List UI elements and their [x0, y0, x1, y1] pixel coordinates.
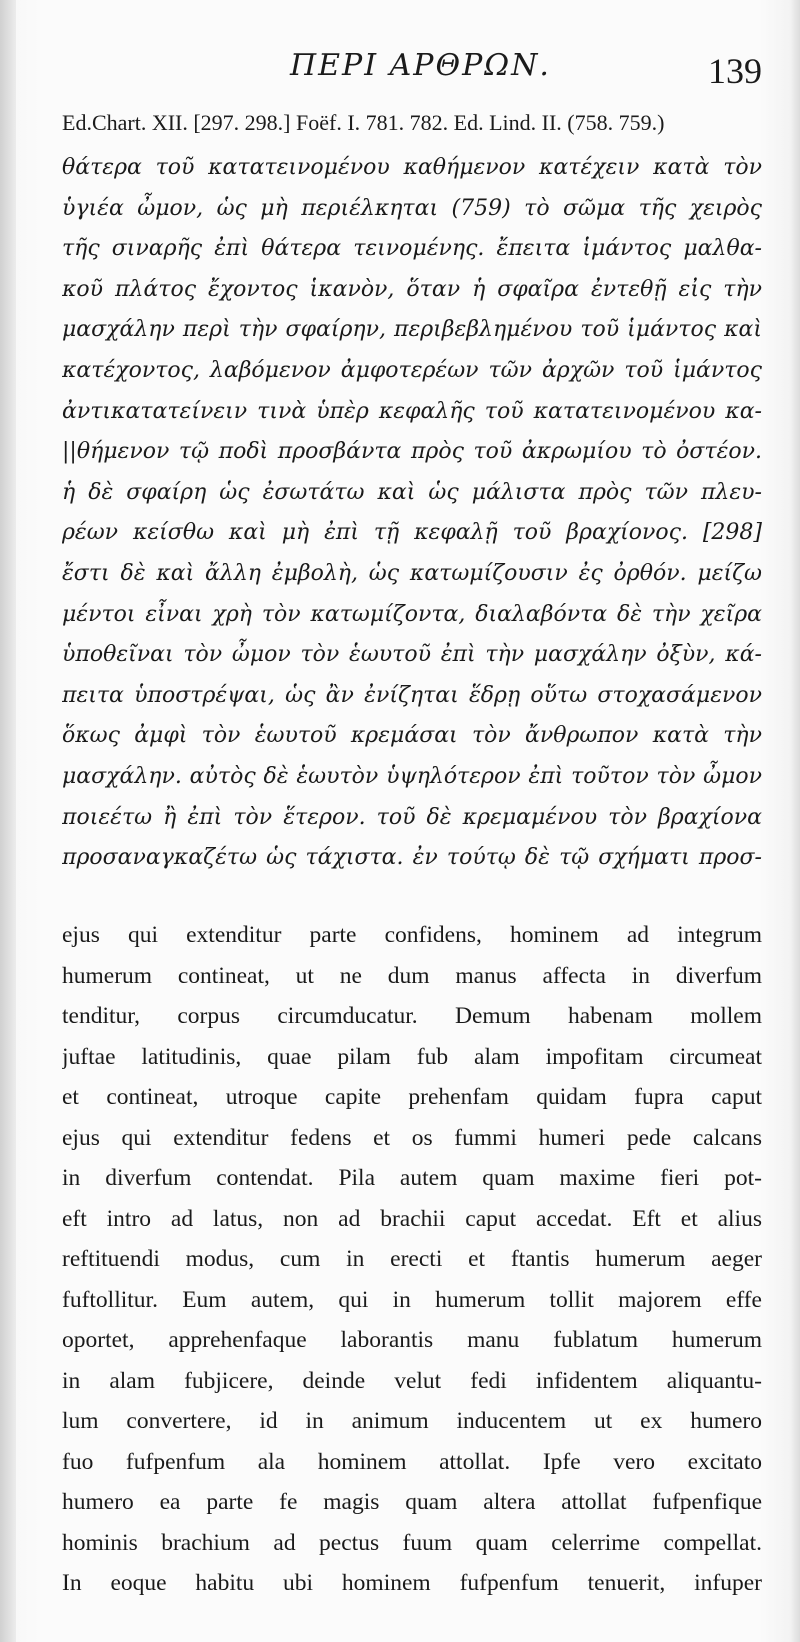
greek-line: ||θήμενον τῷ ποδὶ προσβάντα πρὸς τοῦ ἀκρωμίου τὸ ὀστέον.	[62, 439, 762, 465]
greek-line: κατέχοντος, λαβόμενον ἀμφοτερέων τῶν ἀρχῶν τοῦ ἱμάντος	[62, 357, 762, 383]
greek-line: πειτα ὑποστρέψαι, ὡς ἂν ἐνίζηται ἕδρῃ οὕτω στοχασάμενον	[62, 682, 762, 708]
greek-line: μέντοι εἶναι χρὴ τὸν κατωμίζοντα, διαλαβόντα δὲ τὴν χεῖρα	[62, 601, 762, 627]
greek-line: ἀντικατατείνειν τινὰ ὑπὲρ κεφαλῆς τοῦ κατατεινομένου κα-	[62, 398, 762, 424]
latin-line: et contineat, utroque capite prehenfam quidam fupra caput	[62, 1084, 762, 1110]
greek-line: ἡ δὲ σφαίρη ὡς ἐσωτάτω καὶ ὡς μάλιστα πρὸς τῶν πλευ-	[62, 479, 762, 505]
latin-text-block	[62, 915, 762, 1604]
greek-line: μασχάλην. αὐτὸς δὲ ἑωυτὸν ὑψηλότερον ἐπὶ τοῦτον τὸν ὦμον	[62, 763, 762, 789]
greek-line: ὑποθεῖναι τὸν ὦμον τὸν ἑωυτοῦ ἐπὶ τὴν μασχάλην ὀξὺν, κά-	[62, 642, 762, 668]
greek-line: ὑγιέα ὦμον, ὡς μὴ περιέλκηται (759) τὸ σῶμα τῆς χειρὸς	[62, 195, 762, 221]
greek-text-block	[62, 148, 762, 879]
latin-line: in diverfum contendat. Pila autem quam maxime fieri pot-	[62, 1165, 762, 1191]
latin-line: tenditur, corpus circumducatur. Demum habenam mollem	[62, 1003, 762, 1029]
greek-line: ὅκως ἀμφὶ τὸν ἑωυτοῦ κρεμάσαι τὸν ἄνθρωπον κατὰ τὴν	[62, 723, 762, 749]
running-head: ΠΕΡΙ ΑΡΘΡΩΝ.	[290, 48, 551, 83]
latin-line: oportet, apprehenfaque laborantis manu fublatum humerum	[62, 1327, 762, 1353]
latin-line: humero ea parte fe magis quam altera attollat fufpenfique	[62, 1489, 762, 1515]
greek-line: ρέων κείσθω καὶ μὴ ἐπὶ τῇ κεφαλῇ τοῦ βραχίονος. [298]	[62, 520, 762, 546]
greek-line: ἔστι δὲ καὶ ἄλλη ἐμβολὴ, ὡς κατωμίζουσιν ἐς ὀρθόν. μείζω	[62, 560, 762, 586]
latin-line: ejus qui extenditur fedens et os fummi humeri pede calcans	[62, 1124, 762, 1151]
greek-line: κοῦ πλάτος ἔχοντος ἱκανὸν, ὅταν ἡ σφαῖρα ἐντεθῇ εἰς τὴν	[62, 276, 762, 302]
latin-line: hominis brachium ad pectus fuum quam celerrime compellat.	[62, 1529, 762, 1556]
latin-line: humerum contineat, ut ne dum manus affecta in diverfum	[62, 962, 762, 989]
edition-reference-line: Ed.Chart. XII. [297. 298.] Foëf. I. 781. 782. Ed. Lind. II. (758. 759.)	[62, 110, 665, 135]
latin-line: eft intro ad latus, non ad brachii caput accedat. Eft et alius	[62, 1205, 762, 1232]
latin-line: juftae latitudinis, quae pilam fub alam impofitam circumeat	[62, 1043, 762, 1070]
latin-line: In eoque habitu ubi hominem fufpenfum tenuerit, infuper	[62, 1570, 762, 1596]
latin-line: ejus qui extenditur parte confidens, hominem ad integrum	[62, 922, 762, 948]
latin-line: fuo fufpenfum ala hominem attollat. Ipfe vero excitato	[62, 1448, 762, 1475]
greek-line: μασχάλην περὶ τὴν σφαίρην, περιβεβλημένου τοῦ ἱμάντος καὶ	[62, 317, 762, 343]
latin-line: lum convertere, id in animum inducentem ut ex humero	[62, 1408, 762, 1434]
greek-line: θάτερα τοῦ κατατεινομένου καθήμενον κατέχειν κατὰ τὸν	[62, 155, 762, 180]
page-number: 139	[708, 51, 762, 91]
latin-line: fuftollitur. Eum autem, qui in humerum tollit majorem effe	[62, 1286, 762, 1313]
latin-line: in alam fubjicere, deinde velut fedi infidentem aliquantu-	[62, 1367, 762, 1394]
greek-line: τῆς σιναρῆς ἐπὶ θάτερα τεινομένης. ἔπειτα ἱμάντος μαλθα-	[62, 236, 762, 262]
book-spine-shadow	[0, 0, 16, 1642]
latin-line: reftituendi modus, cum in erecti et ftantis humerum aeger	[62, 1246, 762, 1272]
greek-line: ποιεέτω ἢ ἐπὶ τὸν ἕτερον. τοῦ δὲ κρεμαμένου τὸν βραχίονα	[62, 804, 762, 830]
greek-line: προσαναγκαζέτω ὡς τάχιστα. ἐν τούτῳ δὲ τῷ σχήματι προσ-	[62, 845, 762, 871]
